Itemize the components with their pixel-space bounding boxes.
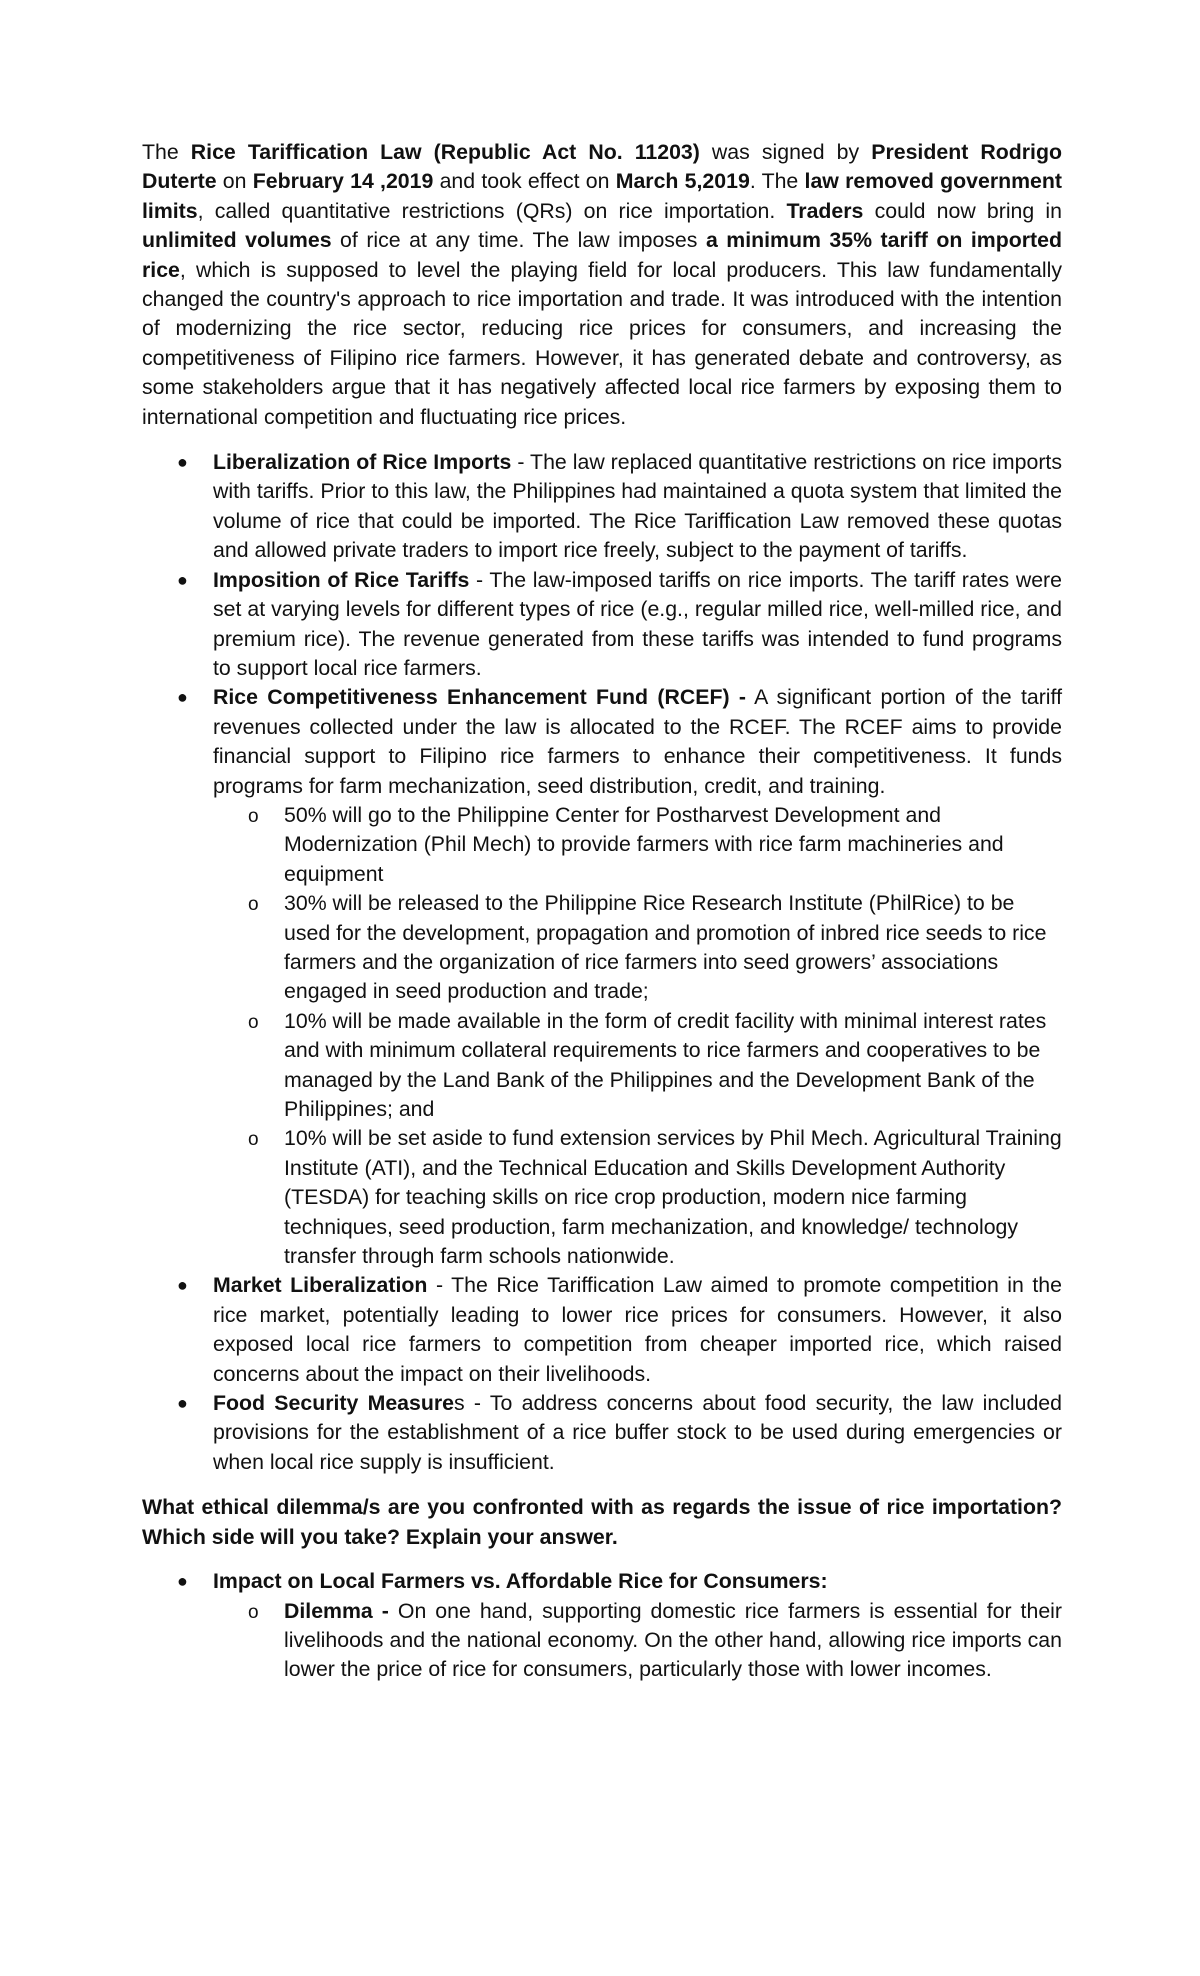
provisions-list: [142, 448, 1062, 1477]
intro-run: unlimited volumes: [142, 228, 332, 253]
answer-list: [142, 1567, 1062, 1685]
intro-run: , which is supposed to level the playing field for local producers. This law fundamentally changed the country's approach to rice importation and trade. It was introduced with the intention of modernizing the rice sector, reducing rice prices for consumers, and increasing the competitiveness of Filipino rice farmers. However, it has generated debate and controversy, as some stakeholders argue that it has negatively affected local rice farmers by exposing them to international competition and fluctuating rice prices.: [142, 257, 1062, 429]
sub-bullet-icon: o: [248, 1129, 259, 1151]
intro-run: law removed government limits: [142, 169, 1062, 223]
intro-run: Traders: [786, 198, 864, 223]
intro-run: and took effect on: [433, 169, 616, 194]
intro-run: February 14 ,2019: [252, 169, 434, 194]
item-title: Food Security Measure: [213, 1391, 455, 1416]
intro-run: of rice at any time. The law imposes: [331, 228, 706, 253]
dilemma-label: Dilemma -: [284, 1598, 389, 1623]
item-title: Imposition of Rice Tariffs: [213, 567, 470, 592]
sub-list-item: [213, 801, 1062, 889]
sub-list-item: [213, 1007, 1062, 1125]
sub-item-text: 50% will go to the Philippine Center for Postharvest Development and Modernization (Phil Mech) to provide farmers with rice farm machineries and equipment: [284, 802, 1004, 886]
item-title: Market Liberalization: [213, 1273, 428, 1298]
sub-item-text: 30% will be released to the Philippine Rice Research Institute (PhilRice) to be used for the development, propagation and promotion of inbred rice seeds to rice farmers and the organization of rice farmers into seed growers’ associations engaged in seed production and trade;: [284, 891, 1047, 1004]
answer-title: Impact on Local Farmers vs. Affordable Rice for Consumers:: [213, 1569, 828, 1594]
bullet-icon: ●: [177, 1275, 188, 1296]
intro-run: . The: [749, 169, 805, 194]
sub-bullet-icon: o: [248, 1601, 259, 1623]
list-item: [142, 566, 1062, 684]
item-title: Rice Competitiveness Enhancement Fund (RCEF) -: [213, 685, 746, 710]
bullet-icon: ●: [177, 1571, 188, 1592]
item-text: - The law-imposed tariffs on rice imports. The tariff rates were set at varying levels for different types of rice (e.g., regular milled rice, well-milled rice, and premium rice). The revenue generated from these tariffs was intended to fund programs to support local rice farmers.: [213, 567, 1062, 680]
bullet-icon: ●: [177, 452, 188, 473]
list-item: [142, 1271, 1062, 1389]
answer-sub-list: [213, 1597, 1062, 1685]
intro-run: President Rodrigo Duterte: [142, 140, 1062, 194]
bullet-icon: ●: [177, 687, 188, 708]
bullet-icon: ●: [177, 569, 188, 590]
sub-bullet-icon: o: [248, 894, 259, 916]
item-title: Liberalization of Rice Imports: [213, 450, 512, 475]
sub-list-item: [213, 1124, 1062, 1271]
list-item: [142, 1567, 1062, 1685]
intro-run: could now bring in: [863, 198, 1062, 223]
list-item: [142, 683, 1062, 1271]
intro-run: on: [216, 169, 253, 194]
sub-bullet-icon: o: [248, 1011, 259, 1033]
sub-list-item: [213, 889, 1062, 1007]
sub-list-item: [213, 1597, 1062, 1685]
sub-item-text: 10% will be set aside to fund extension services by Phil Mech. Agricultural Training Institute (ATI), and the Technical Education and Skills Development Authority (TESDA) for teaching skills on rice crop production, modern nice farming techniques, seed production, farm mechanization, and knowledge/ technology transfer through farm schools nationwide.: [284, 1126, 1062, 1269]
intro-run: a minimum 35% tariff on imported rice: [142, 228, 1062, 282]
dilemma-text: On one hand, supporting domestic rice farmers is essential for their livelihoods and the national economy. On the other hand, allowing rice imports can lower the price of rice for consumers, particularly those with lower incomes.: [284, 1598, 1062, 1682]
question-heading: What ethical dilemma/s are you confronted with as regards the issue of rice importation? Which side will you take? Explain your answer.: [142, 1495, 1062, 1549]
list-item: [142, 448, 1062, 566]
sub-item-text: 10% will be made available in the form of credit facility with minimal interest rates and with minimum collateral requirements to rice farmers and cooperatives to be managed by the Land Bank of the Philippines and the Development Bank of the Philippines; and: [284, 1008, 1047, 1121]
intro-run: was signed by: [699, 140, 872, 164]
document-page: [142, 138, 1062, 1685]
item-text: - The law replaced quantitative restrictions on rice imports with tariffs. Prior to this law, the Philippines had maintained a quota system that limited the volume of rice that could be imported. The Rice Tariffication Law removed these quotas and allowed private traders to import rice freely, subject to the payment of tariffs.: [213, 450, 1062, 563]
rcef-allocation-list: [213, 801, 1062, 1272]
list-item: [142, 1389, 1062, 1477]
intro-run: , called quantitative restrictions (QRs) on rice importation.: [197, 198, 787, 223]
intro-run: Rice Tariffication Law (Republic Act No. 11203): [190, 140, 700, 164]
intro-paragraph: [142, 138, 1062, 432]
bullet-icon: ●: [177, 1393, 188, 1414]
intro-run: The: [142, 140, 191, 164]
sub-bullet-icon: o: [248, 805, 259, 827]
intro-run: March 5,2019: [615, 169, 750, 194]
item-text: - The Rice Tariffication Law aimed to promote competition in the rice market, potentially leading to lower rice prices for consumers. However, it also exposed local rice farmers to competition from cheaper imported rice, which raised concerns about the impact on their livelihoods.: [213, 1273, 1062, 1386]
item-text: A significant portion of the tariff revenues collected under the law is allocated to the RCEF. The RCEF aims to provide financial support to Filipino rice farmers to enhance their competitiveness. It funds programs for farm mechanization, seed distribution, credit, and training.: [213, 685, 1062, 798]
item-text: s - To address concerns about food security, the law included provisions for the establishment of a rice buffer stock to be used during emergencies or when local rice supply is insufficient.: [213, 1391, 1062, 1474]
